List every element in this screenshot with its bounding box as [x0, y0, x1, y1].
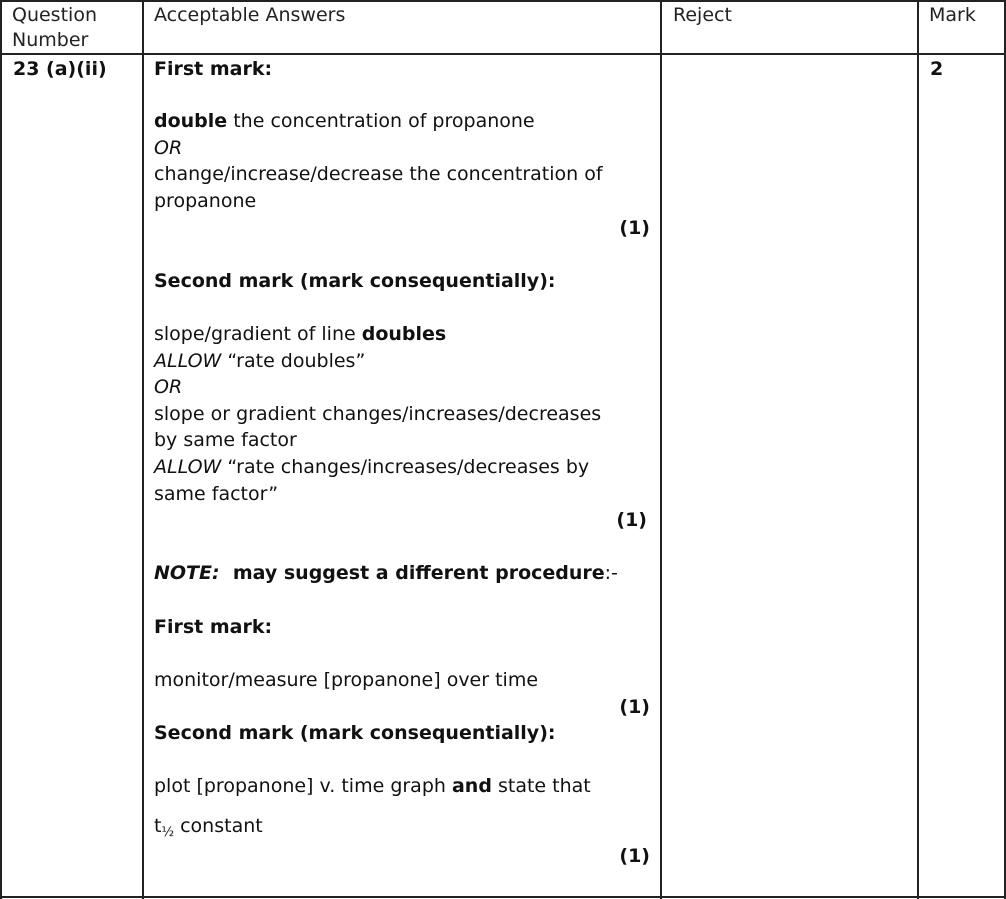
table-top-border	[0, 0, 1006, 2]
mark-1a: (1)	[619, 217, 650, 239]
allow-rate-doubles-line: ALLOW “rate doubles”	[154, 350, 366, 372]
note-line: NOTE: may suggest a different procedure:-	[154, 562, 618, 584]
half-life-line: $t_{\frac{1}{2}}$ constant	[154, 815, 263, 840]
change-line-1: change/increase/decrease the concentration of	[154, 163, 603, 185]
or-text-2: OR	[154, 376, 183, 398]
second-mark-label: Second mark (mark consequentially):	[154, 270, 556, 292]
header-acceptable-answers: Acceptable Answers	[154, 4, 346, 26]
allow-rate-changes-line-1: ALLOW “rate changes/increases/decreases by	[154, 456, 590, 478]
mark-1c: (1)	[619, 696, 650, 718]
slope-changes-line-2: by same factor	[154, 429, 297, 451]
column-border-reject	[917, 0, 919, 899]
table-bottom-border	[0, 896, 1006, 898]
header-reject: Reject	[673, 4, 732, 26]
change-line-2: propanone	[154, 190, 257, 212]
column-border-left	[0, 0, 2, 899]
question-number: 23 (a)(ii)	[13, 58, 107, 80]
header-divider	[0, 53, 1006, 55]
or-text: OR	[154, 137, 183, 159]
plot-line: plot [propanone] v. time graph and state that	[154, 775, 591, 797]
mark-1b: (1)	[616, 509, 647, 531]
mark-1d: (1)	[619, 845, 650, 867]
mark-value: 2	[930, 58, 944, 80]
header-mark: Mark	[929, 4, 976, 26]
first-mark-label-2: First mark:	[154, 616, 273, 638]
slope-doubles-line: slope/gradient of line doubles	[154, 323, 447, 345]
monitor-line: monitor/measure [propanone] over time	[154, 669, 539, 691]
header-question-number: Question Number	[12, 4, 97, 51]
double-line: double the concentration of propanone	[154, 110, 535, 132]
first-mark-label: First mark:	[154, 58, 273, 80]
allow-rate-changes-line-2: same factor”	[154, 483, 279, 505]
header-row	[0, 0, 1006, 54]
second-mark-label-2: Second mark (mark consequentially):	[154, 722, 556, 744]
column-border-question	[142, 0, 144, 899]
slope-changes-line-1: slope or gradient changes/increases/decreases	[154, 403, 602, 425]
column-border-answers	[660, 0, 662, 899]
